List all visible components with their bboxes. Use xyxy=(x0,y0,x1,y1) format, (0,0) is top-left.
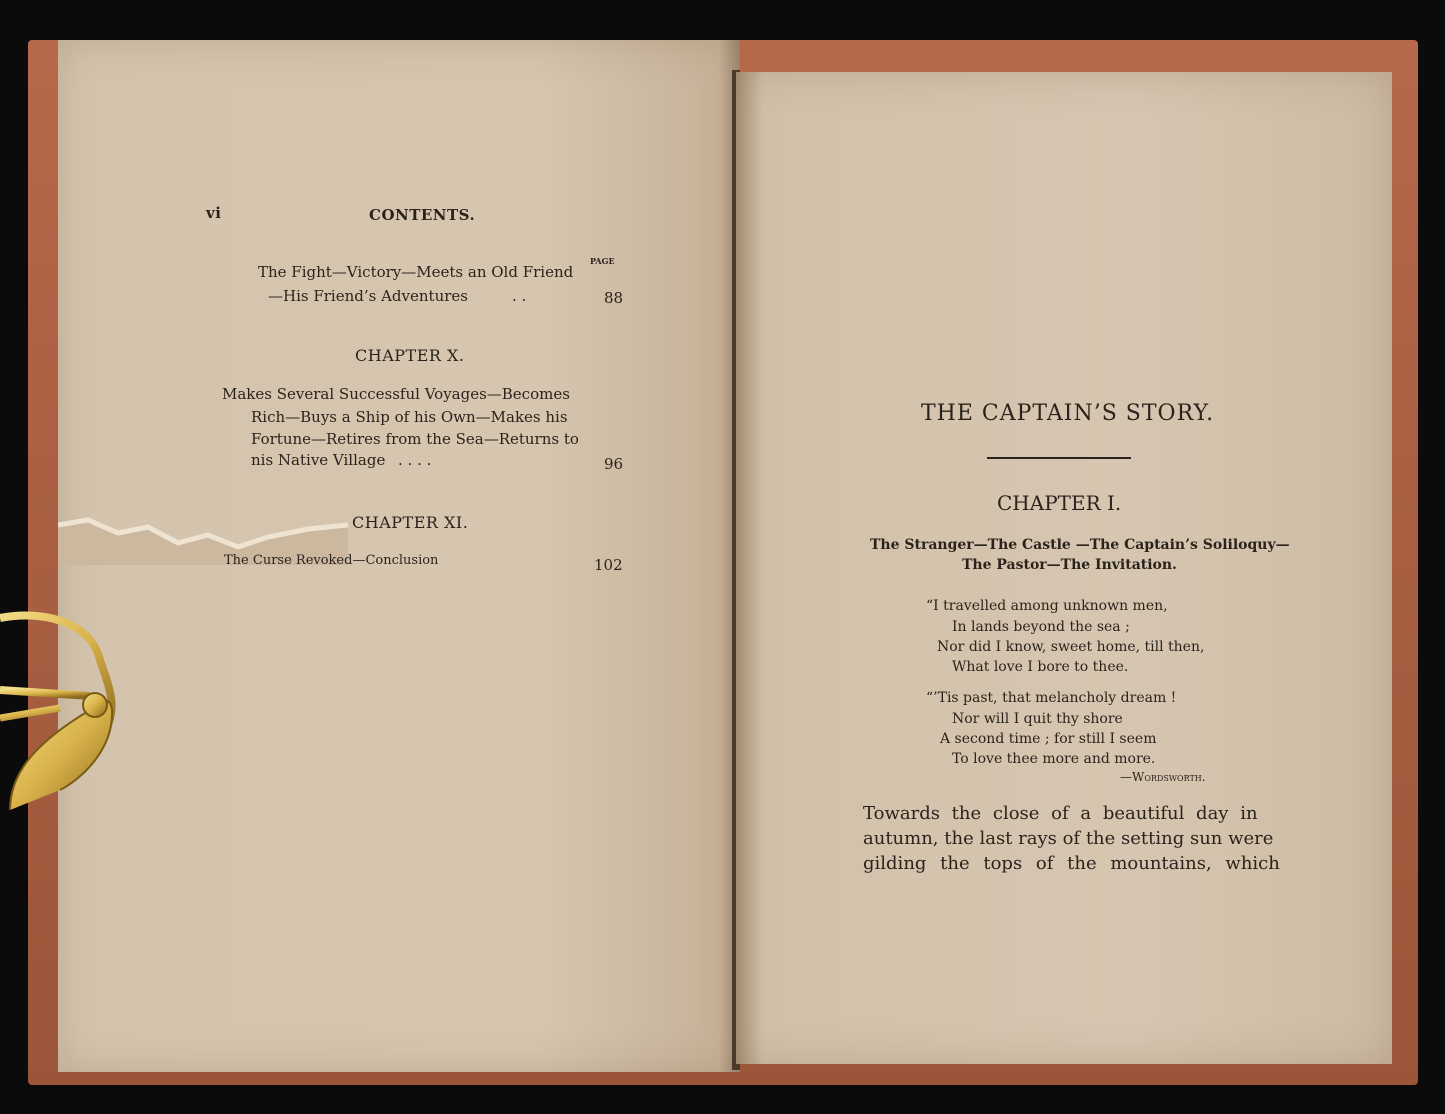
running-head: CONTENTS. xyxy=(369,206,476,224)
title-rule xyxy=(987,457,1131,459)
book-title: THE CAPTAIN’S STORY. xyxy=(921,401,1215,426)
contents-entry-line: Makes Several Successful Voyages—Becomes xyxy=(222,385,570,403)
chapter-heading: CHAPTER XI. xyxy=(352,513,469,532)
poem-line: A second time ; for still I seem xyxy=(940,731,1157,747)
poem-line: “’Tis past, that melancholy dream ! xyxy=(926,690,1177,706)
page-column-label: PAGE xyxy=(590,256,615,266)
prose-line: autumn, the last rays of the setting sun were xyxy=(863,828,1274,849)
contents-entry-line: The Fight—Victory—Meets an Old Friend xyxy=(258,263,574,281)
contents-leaders: . . xyxy=(512,287,527,305)
poem-line: “I travelled among unknown men, xyxy=(926,598,1168,614)
contents-leaders: . . . . xyxy=(398,451,432,469)
poem-line: What love I bore to thee. xyxy=(952,659,1129,675)
contents-entry-line: Rich—Buys a Ship of his Own—Makes his xyxy=(251,408,568,426)
contents-page-number: 88 xyxy=(604,289,624,307)
contents-entry-line: The Curse Revoked—Conclusion xyxy=(224,553,439,568)
poem-line: Nor will I quit thy shore xyxy=(952,711,1123,727)
contents-entry-line: Fortune—Retires from the Sea—Returns to xyxy=(251,430,579,448)
contents-page-number: 102 xyxy=(594,556,623,574)
anchor-bookmark-icon xyxy=(0,600,130,830)
chapter-summary: The Stranger—The Castle —The Captain’s Soliloquy— xyxy=(870,537,1290,553)
poem-attribution: —Wordsworth. xyxy=(1120,770,1206,784)
folio-number: vi xyxy=(206,204,222,222)
contents-entry-line: —His Friend’s Adventures xyxy=(268,287,468,305)
chapter-heading: CHAPTER I. xyxy=(997,491,1122,515)
poem-line: In lands beyond the sea ; xyxy=(952,619,1130,635)
prose-line: Towards the close of a beautiful day in xyxy=(863,803,1258,824)
poem-line: Nor did I know, sweet home, till then, xyxy=(937,639,1205,655)
contents-page-number: 96 xyxy=(604,455,624,473)
contents-entry-line: nis Native Village xyxy=(251,451,386,469)
chapter-summary: The Pastor—The Invitation. xyxy=(962,557,1177,573)
prose-line: gilding the tops of the mountains, which xyxy=(863,853,1280,874)
chapter-heading: CHAPTER X. xyxy=(355,346,465,365)
poem-line: To love thee more and more. xyxy=(952,751,1156,767)
